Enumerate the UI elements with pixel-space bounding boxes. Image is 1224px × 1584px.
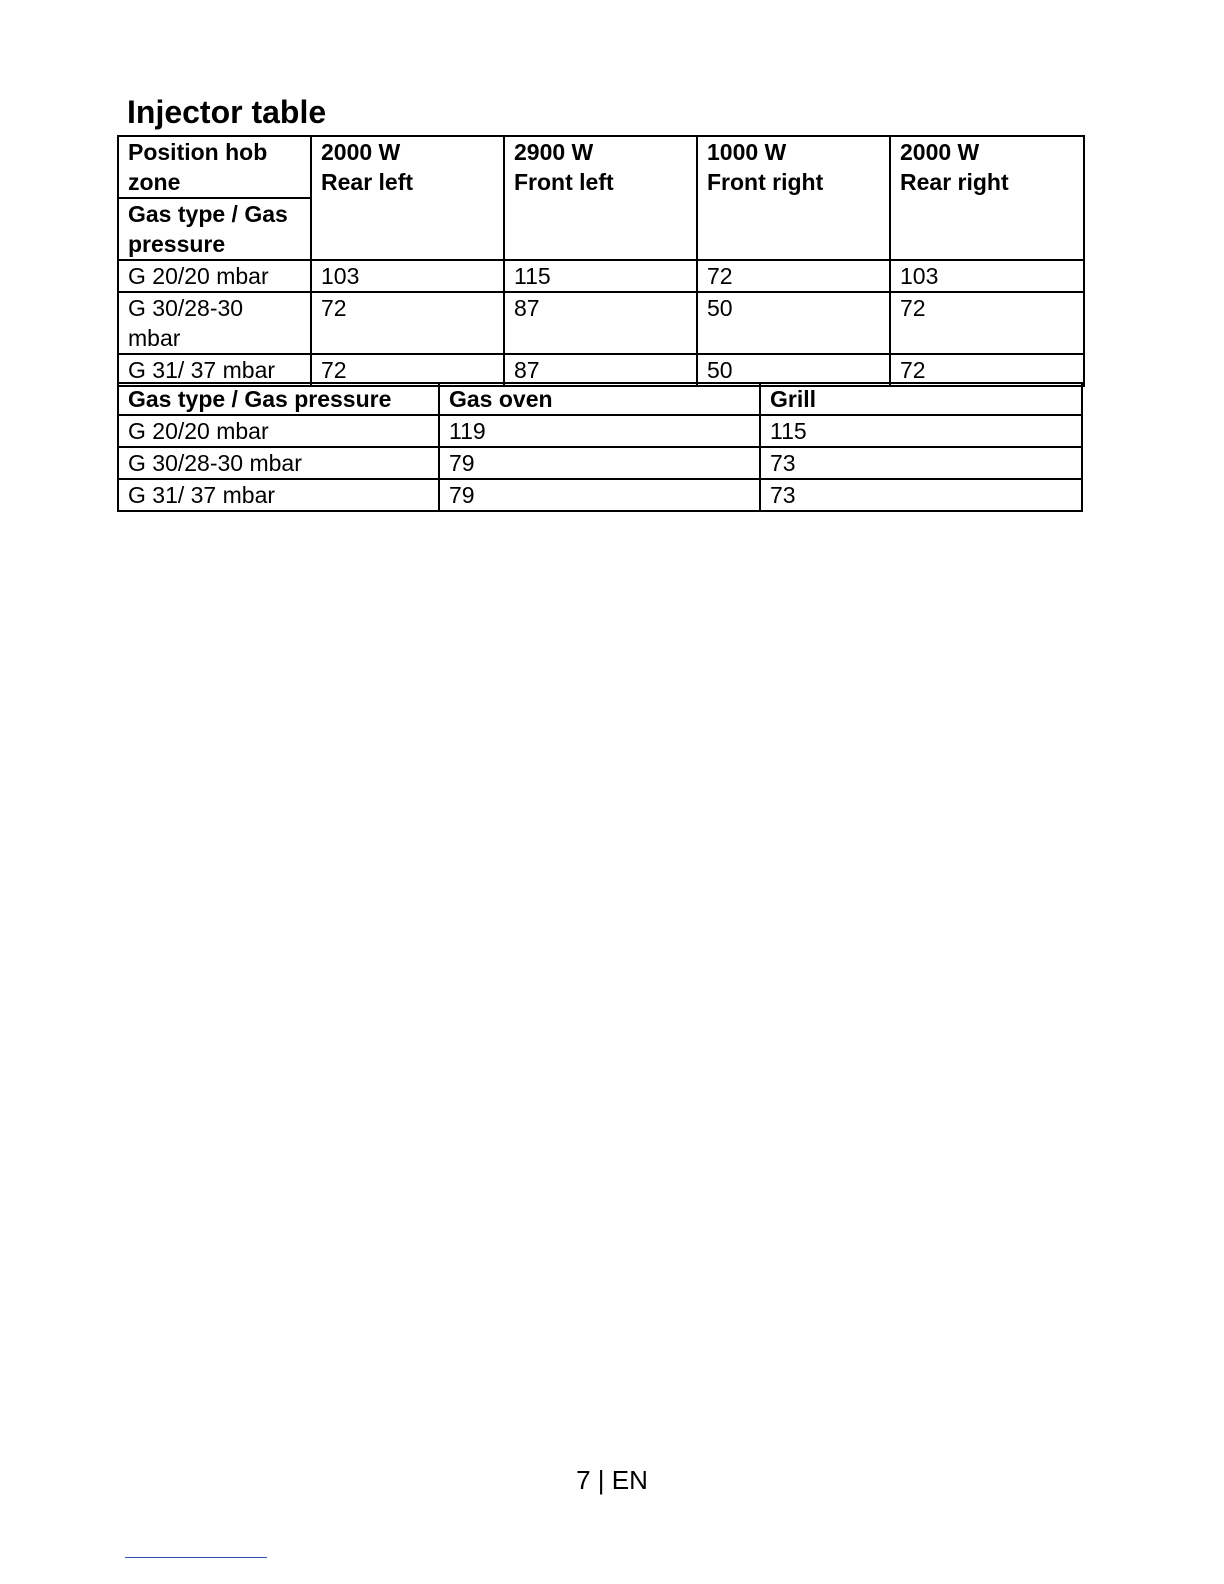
footnote-rule [125,1557,267,1558]
value-cell: 115 [760,415,1082,447]
value-cell: 72 [890,354,1084,386]
column-position: Front right [707,169,824,195]
value-cell: 115 [504,260,697,292]
table-header-row [118,136,1084,198]
value-cell: 73 [760,479,1082,511]
gas-type-pressure-label: Gas type / Gas pressure [118,198,311,260]
column-power: 2000 W [900,139,980,165]
value-cell: 50 [697,292,890,354]
column-power: 2000 W [321,139,401,165]
page-footer [0,1464,1224,1496]
column-header-front-right [697,136,890,260]
hob-injector-table [117,135,1085,387]
page-number: 7 [576,1465,591,1495]
language-code: EN [611,1465,648,1495]
gas-type-cell: G 31/ 37 mbar [118,479,439,511]
gas-type-cell: G 30/28-30 mbar [118,292,311,354]
value-cell: 103 [311,260,504,292]
footer-separator: | [597,1465,605,1495]
grill-header: Grill [760,383,1082,415]
gas-type-cell: G 20/20 mbar [118,260,311,292]
table-row [118,415,1082,447]
value-cell: 119 [439,415,760,447]
value-cell: 72 [697,260,890,292]
table-header-row [118,383,1082,415]
value-cell: 72 [311,292,504,354]
table-row [118,447,1082,479]
column-header-rear-right [890,136,1084,260]
gas-type-pressure-header: Gas type / Gas pressure [118,383,439,415]
table-row [118,479,1082,511]
value-cell: 73 [760,447,1082,479]
value-cell: 72 [311,354,504,386]
oven-injector-table [117,382,1083,512]
value-cell: 79 [439,479,760,511]
column-position: Rear left [321,169,414,195]
column-position: Front left [514,169,614,195]
column-header-rear-left [311,136,504,260]
gas-type-cell: G 30/28-30 mbar [118,447,439,479]
value-cell: 87 [504,354,697,386]
page-title: Injector table [127,94,327,130]
value-cell: 87 [504,292,697,354]
value-cell: 103 [890,260,1084,292]
column-position: Rear right [900,169,1009,195]
gas-type-cell: G 20/20 mbar [118,415,439,447]
value-cell: 72 [890,292,1084,354]
gas-type-cell: G 31/ 37 mbar [118,354,311,386]
column-power: 2900 W [514,139,594,165]
column-power: 1000 W [707,139,787,165]
position-hob-zone-label: Position hob zone [118,136,311,198]
table-row [118,292,1084,354]
table-row [118,260,1084,292]
column-header-front-left [504,136,697,260]
value-cell: 79 [439,447,760,479]
gas-oven-header: Gas oven [439,383,760,415]
value-cell: 50 [697,354,890,386]
